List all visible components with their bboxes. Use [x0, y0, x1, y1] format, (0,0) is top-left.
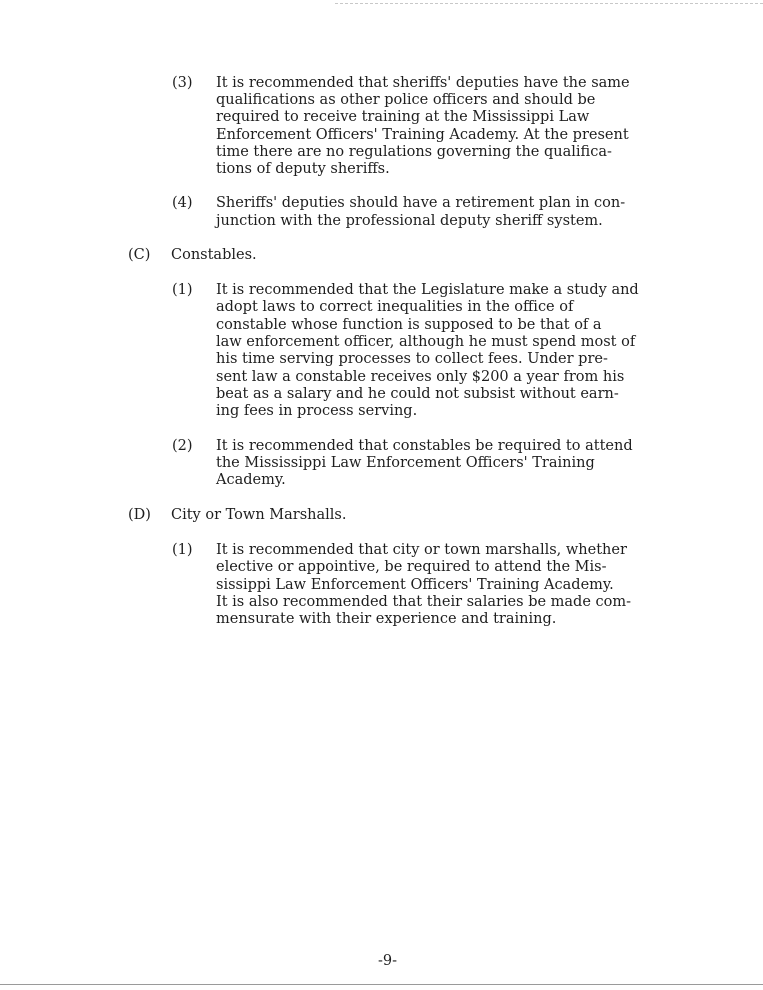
item-c1-line-2: adopt laws to correct inequalities in the office of: [216, 299, 574, 315]
section-c-heading: Constables.: [171, 247, 257, 263]
item-4-marker: (4): [172, 195, 193, 211]
item-d1-line-4: It is also recommended that their salaries be made com-: [216, 594, 632, 610]
section-d-marker: (D): [128, 507, 151, 523]
item-c1-line-8: ing fees in process serving.: [216, 403, 418, 419]
page-number: -9-: [378, 953, 398, 969]
item-3-line-1: It is recommended that sheriffs' deputies have the same: [216, 75, 630, 91]
item-d1-line-1: It is recommended that city or town marshalls, whether: [216, 542, 627, 558]
item-3-line-4: Enforcement Officers' Training Academy. At the present: [216, 127, 629, 143]
item-d1-line-3: sissippi Law Enforcement Officers' Training Academy.: [216, 577, 614, 593]
item-c2-line-3: Academy.: [216, 472, 286, 488]
item-c2-marker: (2): [172, 438, 193, 454]
item-c1-line-4: law enforcement officer, although he must spend most of: [216, 334, 636, 350]
item-d1-marker: (1): [172, 542, 193, 558]
item-c1-line-5: his time serving processes to collect fees. Under pre-: [216, 351, 608, 367]
item-d1-line-2: elective or appointive, be required to attend the Mis-: [216, 559, 607, 575]
bottom-rule: [0, 984, 763, 985]
item-c1-line-3: constable whose function is supposed to be that of a: [216, 317, 602, 333]
item-d1-line-5: mensurate with their experience and training.: [216, 611, 557, 627]
item-c1-line-6: sent law a constable receives only $200 a year from his: [216, 369, 625, 385]
item-3-marker: (3): [172, 75, 193, 91]
item-4-line-1: Sheriffs' deputies should have a retirement plan in con-: [216, 195, 626, 211]
section-d-heading: City or Town Marshalls.: [171, 507, 347, 523]
item-3-line-2: qualifications as other police officers and should be: [216, 92, 596, 108]
item-4-line-2: junction with the professional deputy sheriff system.: [216, 213, 603, 229]
item-3-line-6: tions of deputy sheriffs.: [216, 161, 390, 177]
section-c-marker: (C): [128, 247, 151, 263]
item-3-line-5: time there are no regulations governing the qualifica-: [216, 144, 612, 160]
item-3-line-3: required to receive training at the Mississippi Law: [216, 109, 590, 125]
item-c2-line-2: the Mississippi Law Enforcement Officers' Training: [216, 455, 595, 471]
item-c1-marker: (1): [172, 282, 193, 298]
item-c2-line-1: It is recommended that constables be required to attend: [216, 438, 633, 454]
item-c1-line-1: It is recommended that the Legislature make a study and: [216, 282, 639, 298]
top-dashed-rule: [335, 3, 763, 4]
item-c1-line-7: beat as a salary and he could not subsist without earn-: [216, 386, 619, 402]
